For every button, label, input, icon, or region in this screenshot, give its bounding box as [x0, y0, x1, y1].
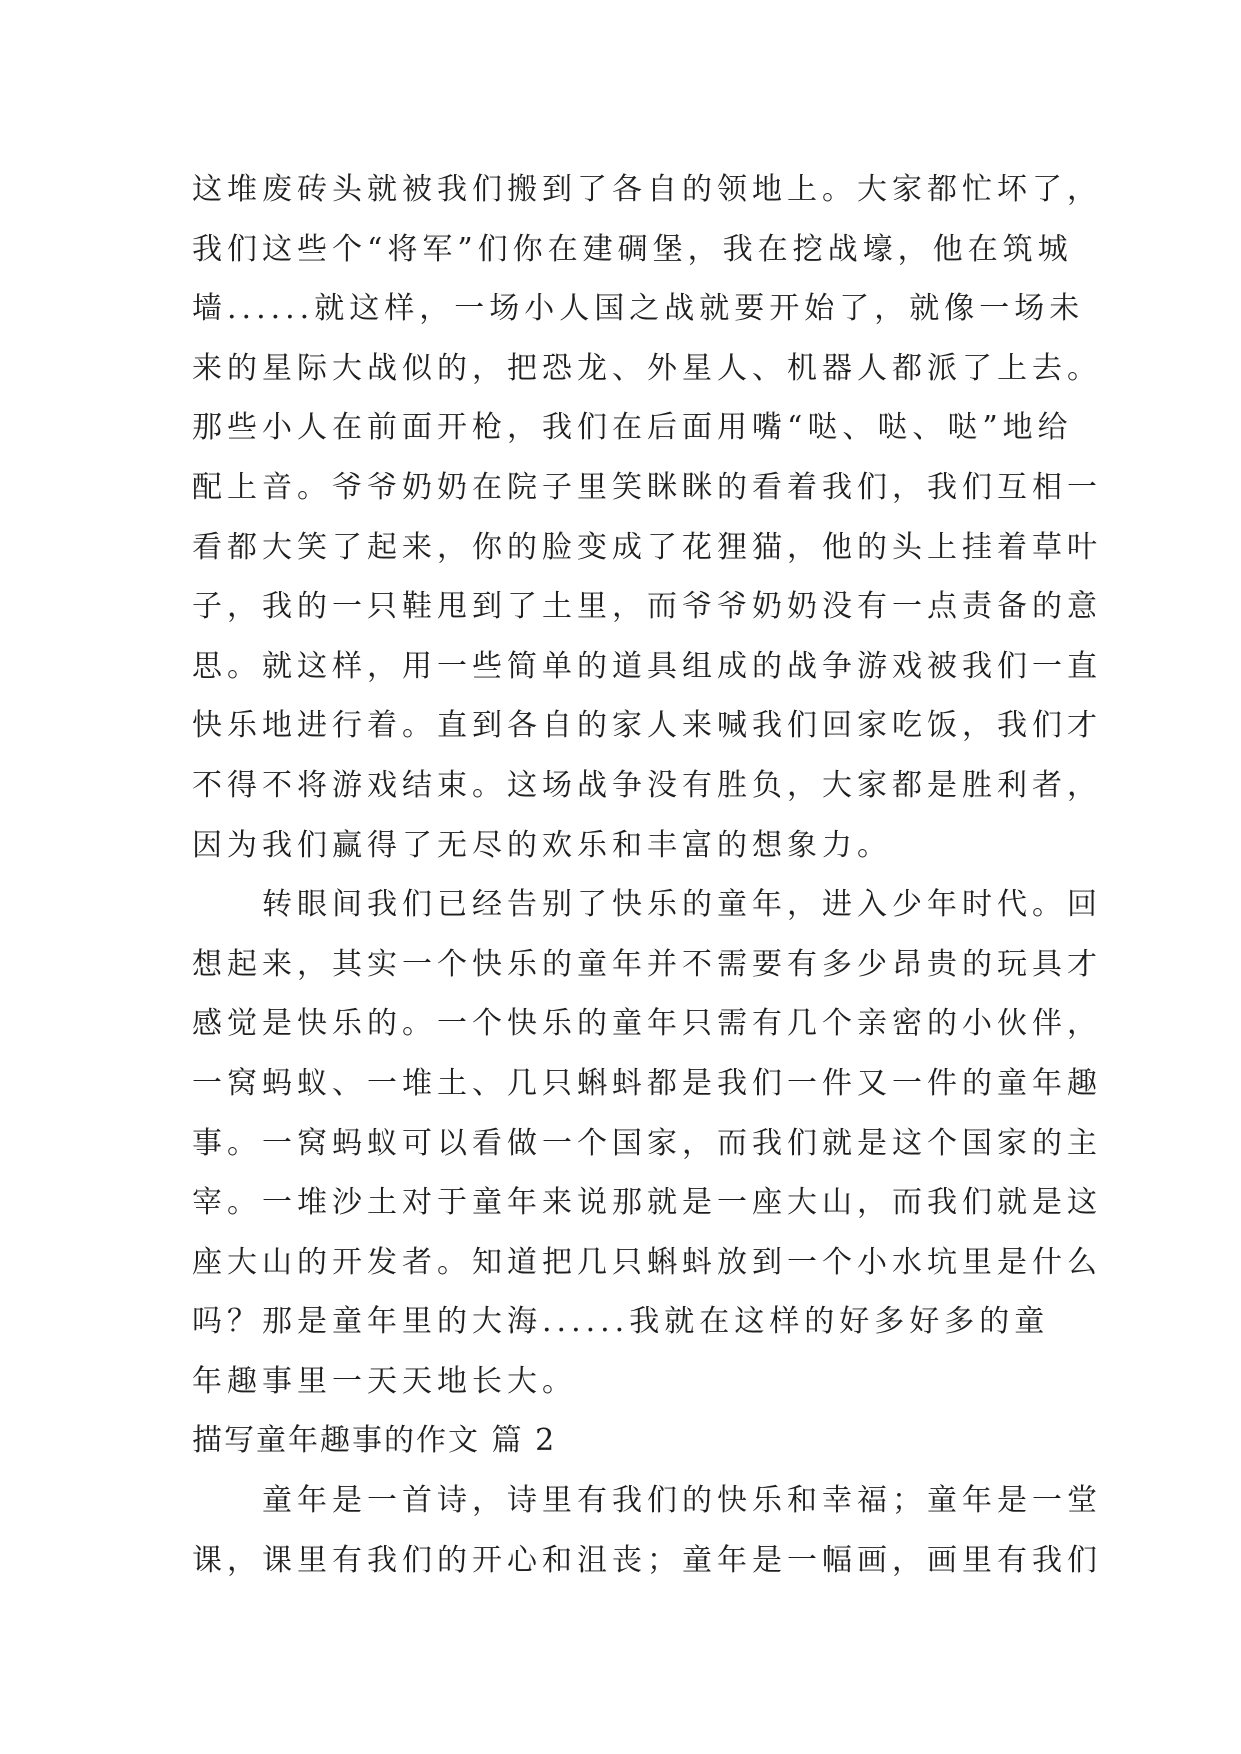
- text-line: 童年是一首诗，诗里有我们的快乐和幸福；童年是一堂: [192, 1483, 1102, 1519]
- text-line: 一窝蚂蚁、一堆土、几只蝌蚪都是我们一件又一件的童年趣: [192, 1065, 1102, 1101]
- text-line: 转眼间我们已经告别了快乐的童年，进入少年时代。回: [192, 887, 1102, 923]
- text-line: 那些小人在前面开枪，我们在后面用嘴“哒、哒、哒”地给: [192, 410, 1073, 446]
- text-line: 来的星际大战似的，把恐龙、外星人、机器人都派了上去。: [192, 350, 1102, 386]
- text-line: 子，我的一只鞋甩到了土里，而爷爷奶奶没有一点责备的意: [192, 589, 1102, 625]
- text-line: 年趣事里一天天地长大。: [192, 1363, 577, 1399]
- document-body: [192, 160, 1102, 1590]
- text-line: 想起来，其实一个快乐的童年并不需要有多少昂贵的玩具才: [192, 946, 1102, 982]
- text-line: 座大山的开发者。知道把几只蝌蚪放到一个小水坑里是什么: [192, 1244, 1102, 1280]
- text-line: 宰。一堆沙土对于童年来说那就是一座大山，而我们就是这: [192, 1185, 1102, 1221]
- text-line: 因为我们赢得了无尽的欢乐和丰富的想象力。: [192, 827, 892, 863]
- text-line: 配上音。爷爷奶奶在院子里笑眯眯的看着我们，我们互相一: [192, 469, 1102, 505]
- text-line: 墙......就这样，一场小人国之战就要开始了，就像一场未: [192, 291, 1085, 327]
- text-line: 吗？那是童年里的大海......我就在这样的好多好多的童: [192, 1304, 1050, 1340]
- section-heading: 描写童年趣事的作文 篇 2: [192, 1423, 557, 1459]
- text-line: 思。就这样，用一些简单的道具组成的战争游戏被我们一直: [192, 648, 1102, 684]
- text-line: 课，课里有我们的开心和沮丧；童年是一幅画，画里有我们: [192, 1542, 1102, 1578]
- text-line: 看都大笑了起来，你的脸变成了花狸猫，他的头上挂着草叶: [192, 529, 1102, 565]
- text-line: 不得不将游戏结束。这场战争没有胜负，大家都是胜利者，: [192, 767, 1102, 803]
- text-line: 我们这些个“将军”们你在建碉堡，我在挖战壕，他在筑城: [192, 231, 1073, 267]
- text-line: 感觉是快乐的。一个快乐的童年只需有几个亲密的小伙伴，: [192, 1006, 1102, 1042]
- text-line: 事。一窝蚂蚁可以看做一个国家，而我们就是这个国家的主: [192, 1125, 1102, 1161]
- text-line: 这堆废砖头就被我们搬到了各自的领地上。大家都忙坏了，: [192, 172, 1102, 207]
- text-line: 快乐地进行着。直到各自的家人来喊我们回家吃饭，我们才: [192, 708, 1102, 744]
